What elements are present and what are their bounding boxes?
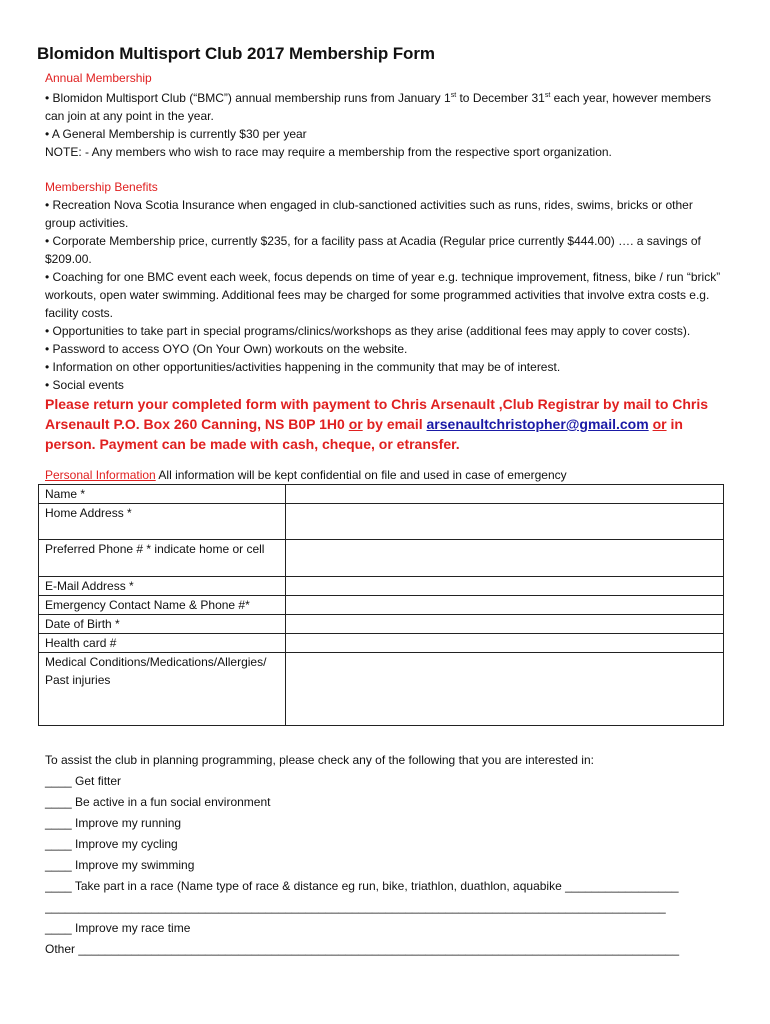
health-card-field[interactable]	[286, 634, 724, 653]
name-label: Name *	[39, 485, 286, 504]
membership-benefits-heading: Membership Benefits	[45, 180, 158, 194]
annual-text-a: • Blomidon Multisport Club (“BMC”) annual membership runs from January 1	[45, 91, 451, 105]
home-address-label: Home Address *	[39, 504, 286, 540]
table-row	[39, 540, 724, 577]
medical-conditions-field[interactable]	[286, 653, 724, 726]
notice-text-2: by email	[362, 416, 427, 432]
interest-item-continuation-line[interactable]: _____________________________________________________________________________________________	[45, 900, 666, 914]
interest-item[interactable]: ____ Get fitter	[45, 774, 122, 788]
benefit-item: • Information on other opportunities/activities happening in the community that may be of interest.	[45, 360, 561, 374]
superscript-st-2: st	[544, 92, 551, 99]
notice-or-1: or	[348, 416, 363, 432]
annual-text-c: each year, however members can join at any point in the year.	[45, 91, 712, 123]
table-row	[39, 485, 724, 504]
emergency-contact-field[interactable]	[286, 596, 724, 615]
date-of-birth-field[interactable]	[286, 615, 724, 634]
interest-item[interactable]: ____ Take part in a race (Name type of race & distance eg run, bike, triathlon, duathlon, aquabike _________________	[45, 879, 679, 893]
emergency-contact-label: Emergency Contact Name & Phone #*	[39, 596, 286, 615]
benefit-item: • Corporate Membership price, currently $235, for a facility pass at Acadia (Regular price currently $444.00) …. a savings of $209.00.	[45, 234, 701, 266]
email-label: E-Mail Address *	[39, 577, 286, 596]
benefit-item: • Social events	[45, 378, 124, 392]
name-field[interactable]	[286, 485, 724, 504]
notice-or-2: or	[652, 416, 667, 432]
benefit-item: • Coaching for one BMC event each week, focus depends on time of year e.g. technique improvement, fitness, bike / run “brick” workouts, open water swimming. Additional fees may be charged for some programmed activities that involve extra costs e.g. facility costs.	[45, 270, 721, 320]
health-card-label: Health card #	[39, 634, 286, 653]
membership-form-page	[37, 44, 725, 960]
email-link[interactable]: arsenaultchristopher@gmail.com	[426, 416, 649, 432]
interest-item[interactable]: ____ Be active in a fun social environment	[45, 795, 271, 809]
phone-field[interactable]	[286, 540, 724, 577]
table-row	[39, 504, 724, 540]
home-address-field[interactable]	[286, 504, 724, 540]
annual-membership-note: NOTE: - Any members who wish to race may require a membership from the respective sport organization.	[45, 145, 612, 159]
return-form-notice	[45, 394, 725, 454]
benefit-item: • Recreation Nova Scotia Insurance when engaged in club-sanctioned activities such as runs, rides, swims, bricks or other group activities.	[45, 198, 693, 230]
email-field[interactable]	[286, 577, 724, 596]
interests-intro: To assist the club in planning programming, please check any of the following that you are interested in:	[45, 753, 594, 767]
annual-text-b: to December 31	[456, 91, 545, 105]
personal-info-subtext: All information will be kept confidential on file and used in case of emergency	[155, 468, 567, 482]
table-row	[39, 615, 724, 634]
date-of-birth-label: Date of Birth *	[39, 615, 286, 634]
table-row	[39, 577, 724, 596]
annual-membership-line1	[45, 87, 725, 125]
table-row	[39, 634, 724, 653]
table-row	[39, 596, 724, 615]
notice-text-4: in person. Payment can be made with cash, cheque, or etransfer.	[45, 416, 683, 452]
personal-info-heading: Personal Information	[45, 468, 156, 482]
annual-membership-line2: • A General Membership is currently $30 per year	[45, 127, 307, 141]
personal-info-table	[38, 484, 724, 726]
page-title: Blomidon Multisport Club 2017 Membership Form	[37, 44, 435, 63]
interests-checklist	[45, 750, 725, 960]
table-row	[39, 653, 724, 726]
superscript-st-1: st	[450, 92, 457, 99]
interest-item[interactable]: ____ Improve my cycling	[45, 837, 178, 851]
interest-item[interactable]: ____ Improve my race time	[45, 921, 191, 935]
personal-info-heading-line	[45, 466, 725, 484]
notice-text-1: Please return your completed form with payment to Chris Arsenault ,Club Registrar by mail to Chris Arsenault P.O. Box 260 Canning, NS B0P 1H0	[45, 396, 709, 432]
other-interest-line[interactable]: Other __________________________________________________________________________________________	[45, 942, 679, 956]
annual-membership-heading: Annual Membership	[45, 71, 152, 85]
benefit-item: • Opportunities to take part in special programs/clinics/workshops as they arise (additional fees may apply to cover costs).	[45, 324, 691, 338]
phone-label: Preferred Phone # * indicate home or cell	[39, 540, 286, 577]
interest-item[interactable]: ____ Improve my swimming	[45, 858, 195, 872]
medical-conditions-label: Medical Conditions/Medications/Allergies/ Past injuries	[39, 653, 286, 726]
interest-item[interactable]: ____ Improve my running	[45, 816, 182, 830]
benefit-item: • Password to access OYO (On Your Own) workouts on the website.	[45, 342, 408, 356]
